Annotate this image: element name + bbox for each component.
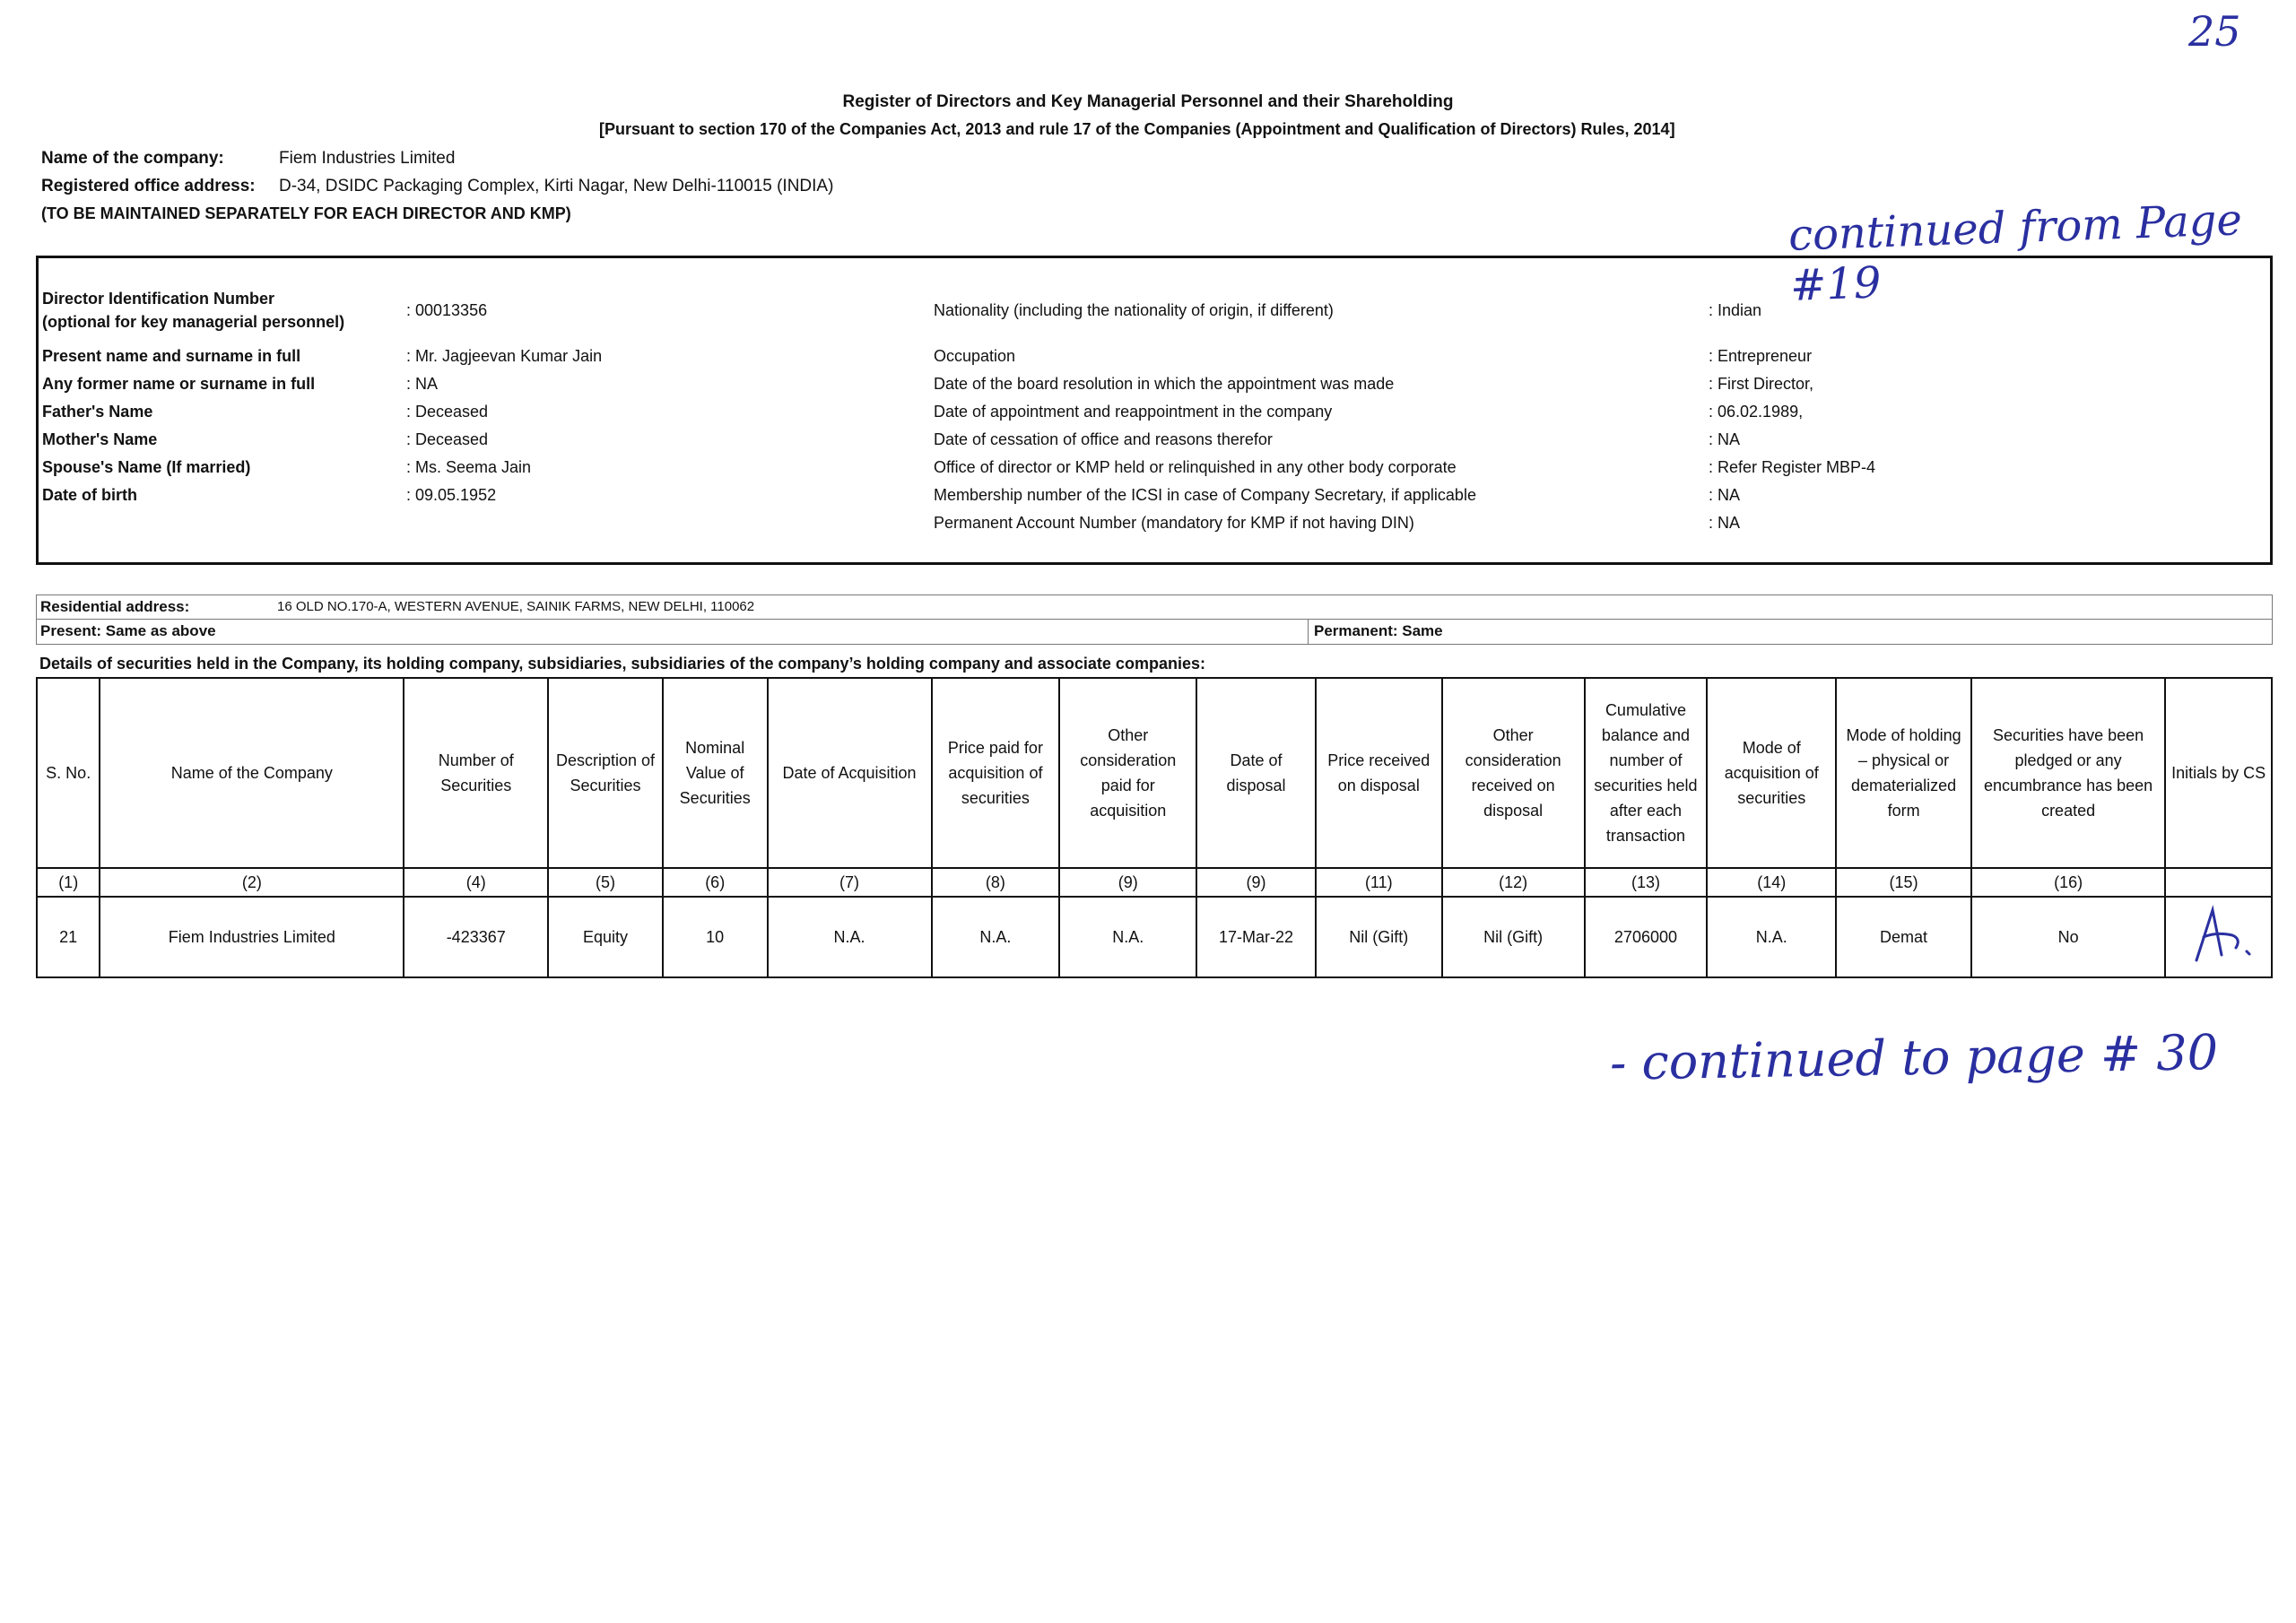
maintenance-note: (TO BE MAINTAINED SEPARATELY FOR EACH DIRECTOR AND KMP)	[41, 204, 571, 222]
board-resolution-label: Date of the board resolution in which the appointment was made	[934, 375, 1395, 393]
present-address: Present: Same as above	[40, 622, 216, 639]
table-header-cell: Description of Securities	[548, 678, 663, 868]
occupation-value: : Entrepreneur	[1709, 347, 1813, 365]
column-number-cell: (4)	[404, 868, 548, 897]
father-name-label: Father's Name	[42, 403, 153, 421]
address-section	[36, 595, 2273, 645]
table-header-cell: Mode of holding – physical or dematerialized form	[1836, 678, 1971, 868]
icsi-membership-label: Membership number of the ICSI in case of Company Secretary, if applicable	[934, 486, 1476, 504]
table-header-cell: Initials by CS	[2165, 678, 2272, 868]
table-cell: 21	[37, 897, 100, 977]
continued-to-handwriting: - continued to page # 30	[1609, 1024, 2219, 1091]
table-header-cell: Mode of acquisition of securities	[1707, 678, 1836, 868]
table-cell: N.A.	[1059, 897, 1196, 977]
document-subtitle: [Pursuant to section 170 of the Companies Act, 2013 and rule 17 of the Companies (Appointment and Qualification of Directors) Rules, 2014]	[599, 120, 1675, 138]
table-header-cell: S. No.	[37, 678, 100, 868]
former-name-value: : NA	[406, 375, 439, 393]
company-name-value: Fiem Industries Limited	[279, 149, 456, 168]
spouse-name-label: Spouse's Name (If married)	[42, 458, 251, 476]
table-header-cell: Date of disposal	[1196, 678, 1316, 868]
appointment-date-label: Date of appointment and reappointment in the company	[934, 403, 1333, 421]
table-cell: 17-Mar-22	[1196, 897, 1316, 977]
present-name-label: Present name and surname in full	[42, 347, 301, 365]
table-header-cell: Other consideration received on disposal	[1442, 678, 1585, 868]
appointment-date-value: : 06.02.1989,	[1709, 403, 1804, 421]
registered-office-row	[41, 177, 833, 196]
table-cell: Equity	[548, 897, 663, 977]
table-cell: Nil (Gift)	[1442, 897, 1585, 977]
mother-name-value: : Deceased	[406, 430, 489, 448]
occupation-label: Occupation	[934, 347, 1016, 365]
residential-address-value: 16 OLD NO.170-A, WESTERN AVENUE, SAINIK FARMS, NEW DELHI, 110062	[277, 599, 755, 614]
former-name-label: Any former name or surname in full	[42, 375, 316, 393]
din-value: : 00013356	[406, 301, 488, 319]
father-name-value: : Deceased	[406, 403, 489, 421]
table-header-row	[37, 678, 2272, 868]
table-cell: 10	[663, 897, 768, 977]
table-header-cell: Other consideration paid for acquisition	[1059, 678, 1196, 868]
table-header-cell: Price paid for acquisition of securities	[932, 678, 1060, 868]
present-permanent-row	[36, 620, 2273, 645]
page-number: 25	[2188, 7, 2241, 56]
column-number-cell: (9)	[1196, 868, 1316, 897]
other-office-label: Office of director or KMP held or relinquished in any other body corporate	[934, 458, 1457, 476]
continued-from-handwriting: continued from Page #19	[1787, 195, 2243, 311]
mother-name-label: Mother's Name	[42, 430, 158, 448]
pan-value: : NA	[1709, 514, 1741, 532]
column-number-cell: (14)	[1707, 868, 1836, 897]
column-number-cell: (12)	[1442, 868, 1585, 897]
spouse-name-value: : Ms. Seema Jain	[406, 458, 532, 476]
table-header-cell: Price received on disposal	[1316, 678, 1442, 868]
column-number-cell: (2)	[100, 868, 404, 897]
other-office-value: : Refer Register MBP-4	[1709, 458, 1876, 476]
document-title: Register of Directors and Key Managerial Personnel and their Shareholding	[842, 92, 1454, 111]
column-number-cell: (7)	[768, 868, 932, 897]
column-number-cell: (6)	[663, 868, 768, 897]
present-name-value: : Mr. Jagjeevan Kumar Jain	[406, 347, 603, 365]
board-resolution-value: : First Director,	[1709, 375, 1814, 393]
residential-address-row	[36, 595, 2273, 620]
table-header-cell: Date of Acquisition	[768, 678, 932, 868]
din-label: Director Identification Number (optional for key managerial personnel)	[42, 290, 345, 331]
table-cell: Demat	[1836, 897, 1971, 977]
table-header-cell: Nominal Value of Securities	[663, 678, 768, 868]
company-name-label: Name of the company:	[41, 149, 224, 168]
date-of-birth-value: : 09.05.1952	[406, 486, 497, 504]
table-header-cell: Name of the Company	[100, 678, 404, 868]
nationality-value: : Indian	[1709, 301, 1762, 319]
column-number-cell: (11)	[1316, 868, 1442, 897]
table-header-cell: Securities have been pledged or any encumbrance has been created	[1971, 678, 2165, 868]
table-cell: Nil (Gift)	[1316, 897, 1442, 977]
table-cell: N.A.	[1707, 897, 1836, 977]
table-cell: No	[1971, 897, 2165, 977]
securities-table	[36, 677, 2273, 978]
column-number-cell: (9)	[1059, 868, 1196, 897]
column-number-cell: (5)	[548, 868, 663, 897]
column-number-cell: (16)	[1971, 868, 2165, 897]
director-details-box	[36, 256, 2273, 565]
residential-address-label: Residential address:	[40, 598, 190, 615]
icsi-membership-value: : NA	[1709, 486, 1741, 504]
nationality-label: Nationality (including the nationality of origin, if different)	[934, 301, 1334, 319]
column-number-cell: (8)	[932, 868, 1060, 897]
securities-caption: Details of securities held in the Company, its holding company, subsidiaries, subsidiaries of the company’s holding company and associate companies:	[39, 655, 1205, 673]
signature-icon	[2170, 898, 2268, 969]
table-cell: Fiem Industries Limited	[100, 897, 404, 977]
cessation-label: Date of cessation of office and reasons therefor	[934, 430, 1273, 448]
pan-label: Permanent Account Number (mandatory for KMP if not having DIN)	[934, 514, 1414, 532]
column-number-cell: (13)	[1585, 868, 1708, 897]
table-row	[37, 897, 2272, 977]
column-number-cell: (15)	[1836, 868, 1971, 897]
company-name-row	[41, 149, 455, 169]
cs-initials-signature	[2165, 897, 2272, 977]
table-cell: N.A.	[768, 897, 932, 977]
cessation-value: : NA	[1709, 430, 1741, 448]
table-cell: N.A.	[932, 897, 1060, 977]
permanent-address: Permanent: Same	[1314, 622, 1443, 639]
table-header-cell: Cumulative balance and number of securities held after each transaction	[1585, 678, 1708, 868]
registered-office-label: Registered office address:	[41, 177, 256, 195]
registered-office-value: D-34, DSIDC Packaging Complex, Kirti Nagar, New Delhi-110015 (INDIA)	[279, 177, 834, 195]
table-header-cell: Number of Securities	[404, 678, 548, 868]
table-cell: -423367	[404, 897, 548, 977]
table-cell: 2706000	[1585, 897, 1708, 977]
column-number-cell	[2165, 868, 2272, 897]
date-of-birth-label: Date of birth	[42, 486, 137, 504]
column-number-row	[37, 868, 2272, 897]
column-number-cell: (1)	[37, 868, 100, 897]
